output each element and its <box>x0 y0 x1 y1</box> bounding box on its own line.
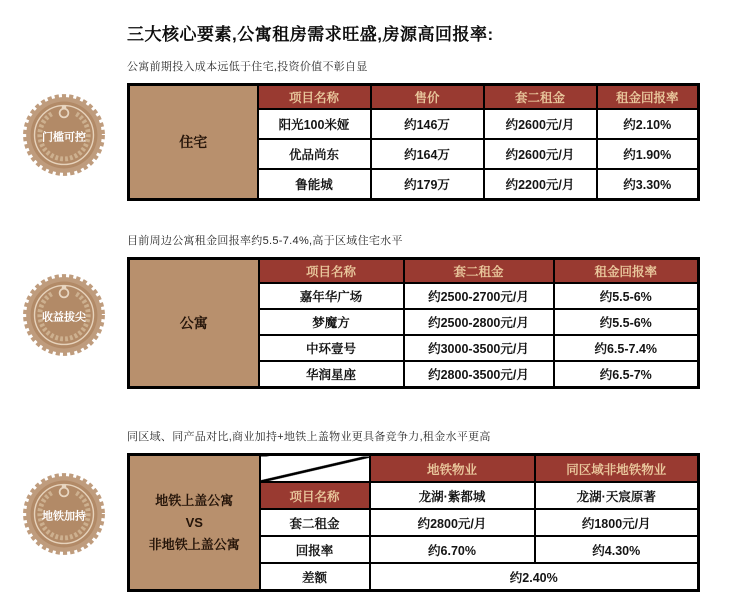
table-cell: 约2600元/月 <box>484 109 597 139</box>
table-cell: 约3.30% <box>597 169 699 200</box>
table-cell: 阳光100米娅 <box>258 109 371 139</box>
page-title: 三大核心要素,公寓租房需求旺盛,房源高回报率: <box>127 25 494 44</box>
table-cell: 约2800元/月 <box>370 509 535 536</box>
row-header: 回报率 <box>260 536 370 563</box>
table-cell: 华润星座 <box>259 361 404 388</box>
table-cell: 约146万 <box>371 109 484 139</box>
column-header: 项目名称 <box>258 85 371 110</box>
table-cell: 约4.30% <box>535 536 699 563</box>
table-cell: 龙湖·天宸原著 <box>535 482 699 509</box>
badge-label: 门槛可控 <box>41 131 86 144</box>
table-cell: 约2600元/月 <box>484 139 597 169</box>
badge-label: 地铁加持 <box>41 510 86 523</box>
section-residential <box>0 58 740 201</box>
table-cell: 龙湖·紫都城 <box>370 482 535 509</box>
row-label: 公寓 <box>129 259 259 388</box>
table-header-row <box>129 85 699 110</box>
table-cell: 约164万 <box>371 139 484 169</box>
difference-value-cell: 约2.40% <box>370 563 699 591</box>
table-cell: 中环壹号 <box>259 335 404 361</box>
badge-column <box>0 58 127 201</box>
table-header-row <box>129 455 699 483</box>
column-header: 套二租金 <box>484 85 597 110</box>
row-header: 套二租金 <box>260 509 370 536</box>
slide-page <box>0 20 740 614</box>
section-subtitle: 公寓前期投入成本远低于住宅,投资价值不彰自显 <box>127 61 368 73</box>
column-header: 地铁物业 <box>370 455 535 483</box>
column-header: 售价 <box>371 85 484 110</box>
row-header: 项目名称 <box>260 482 370 509</box>
residential-table <box>127 83 700 201</box>
table-cell: 约2800-3500元/月 <box>404 361 554 388</box>
table-cell: 约6.5-7% <box>554 361 699 388</box>
badge-column <box>0 232 127 389</box>
column-header: 租金回报率 <box>597 85 699 110</box>
table-cell: 约6.70% <box>370 536 535 563</box>
table-cell: 约179万 <box>371 169 484 200</box>
seal-badge-icon <box>20 271 108 359</box>
section-subtitle: 同区域、同产品对比,商业加持+地铁上盖物业更具备竞争力,租金水平更高 <box>127 431 491 443</box>
table-cell: 约5.5-6% <box>554 309 699 335</box>
seal-badge-icon <box>20 91 108 179</box>
table-cell: 约2200元/月 <box>484 169 597 200</box>
badge-label: 收益拔尖 <box>41 311 86 324</box>
row-label-line: VS <box>185 514 203 530</box>
apartment-table <box>127 257 700 389</box>
section-apartment <box>0 232 740 389</box>
metro-compare-table <box>127 453 700 592</box>
badge-column <box>0 428 127 592</box>
diagonal-split-cell <box>260 455 370 483</box>
table-cell: 约1800元/月 <box>535 509 699 536</box>
section-subtitle: 目前周边公寓租金回报率约5.5-7.4%,高于区域住宅水平 <box>127 235 403 247</box>
column-header: 同区域非地铁物业 <box>535 455 699 483</box>
column-header: 套二租金 <box>404 259 554 284</box>
table-cell: 约2.10% <box>597 109 699 139</box>
table-cell: 嘉年华广场 <box>259 283 404 309</box>
row-label: 住宅 <box>129 85 258 200</box>
table-header-row <box>129 259 699 284</box>
seal-badge-icon <box>20 470 108 558</box>
column-header: 项目名称 <box>259 259 404 284</box>
table-cell: 约5.5-6% <box>554 283 699 309</box>
table-cell: 约2500-2700元/月 <box>404 283 554 309</box>
table-cell: 约6.5-7.4% <box>554 335 699 361</box>
section-body <box>127 232 697 389</box>
table-cell: 约2500-2800元/月 <box>404 309 554 335</box>
section-body <box>127 428 697 592</box>
column-header: 租金回报率 <box>554 259 699 284</box>
section-metro-compare <box>0 428 740 592</box>
row-header: 差额 <box>260 563 370 591</box>
row-label-line: 地铁上盖公寓 <box>155 492 234 508</box>
row-label-line: 非地铁上盖公寓 <box>148 536 240 552</box>
table-cell: 约1.90% <box>597 139 699 169</box>
table-cell: 优品尚东 <box>258 139 371 169</box>
table-cell: 鲁能城 <box>258 169 371 200</box>
table-cell: 约3000-3500元/月 <box>404 335 554 361</box>
table-cell: 梦魔方 <box>259 309 404 335</box>
row-label <box>129 455 260 591</box>
section-body <box>127 58 697 201</box>
